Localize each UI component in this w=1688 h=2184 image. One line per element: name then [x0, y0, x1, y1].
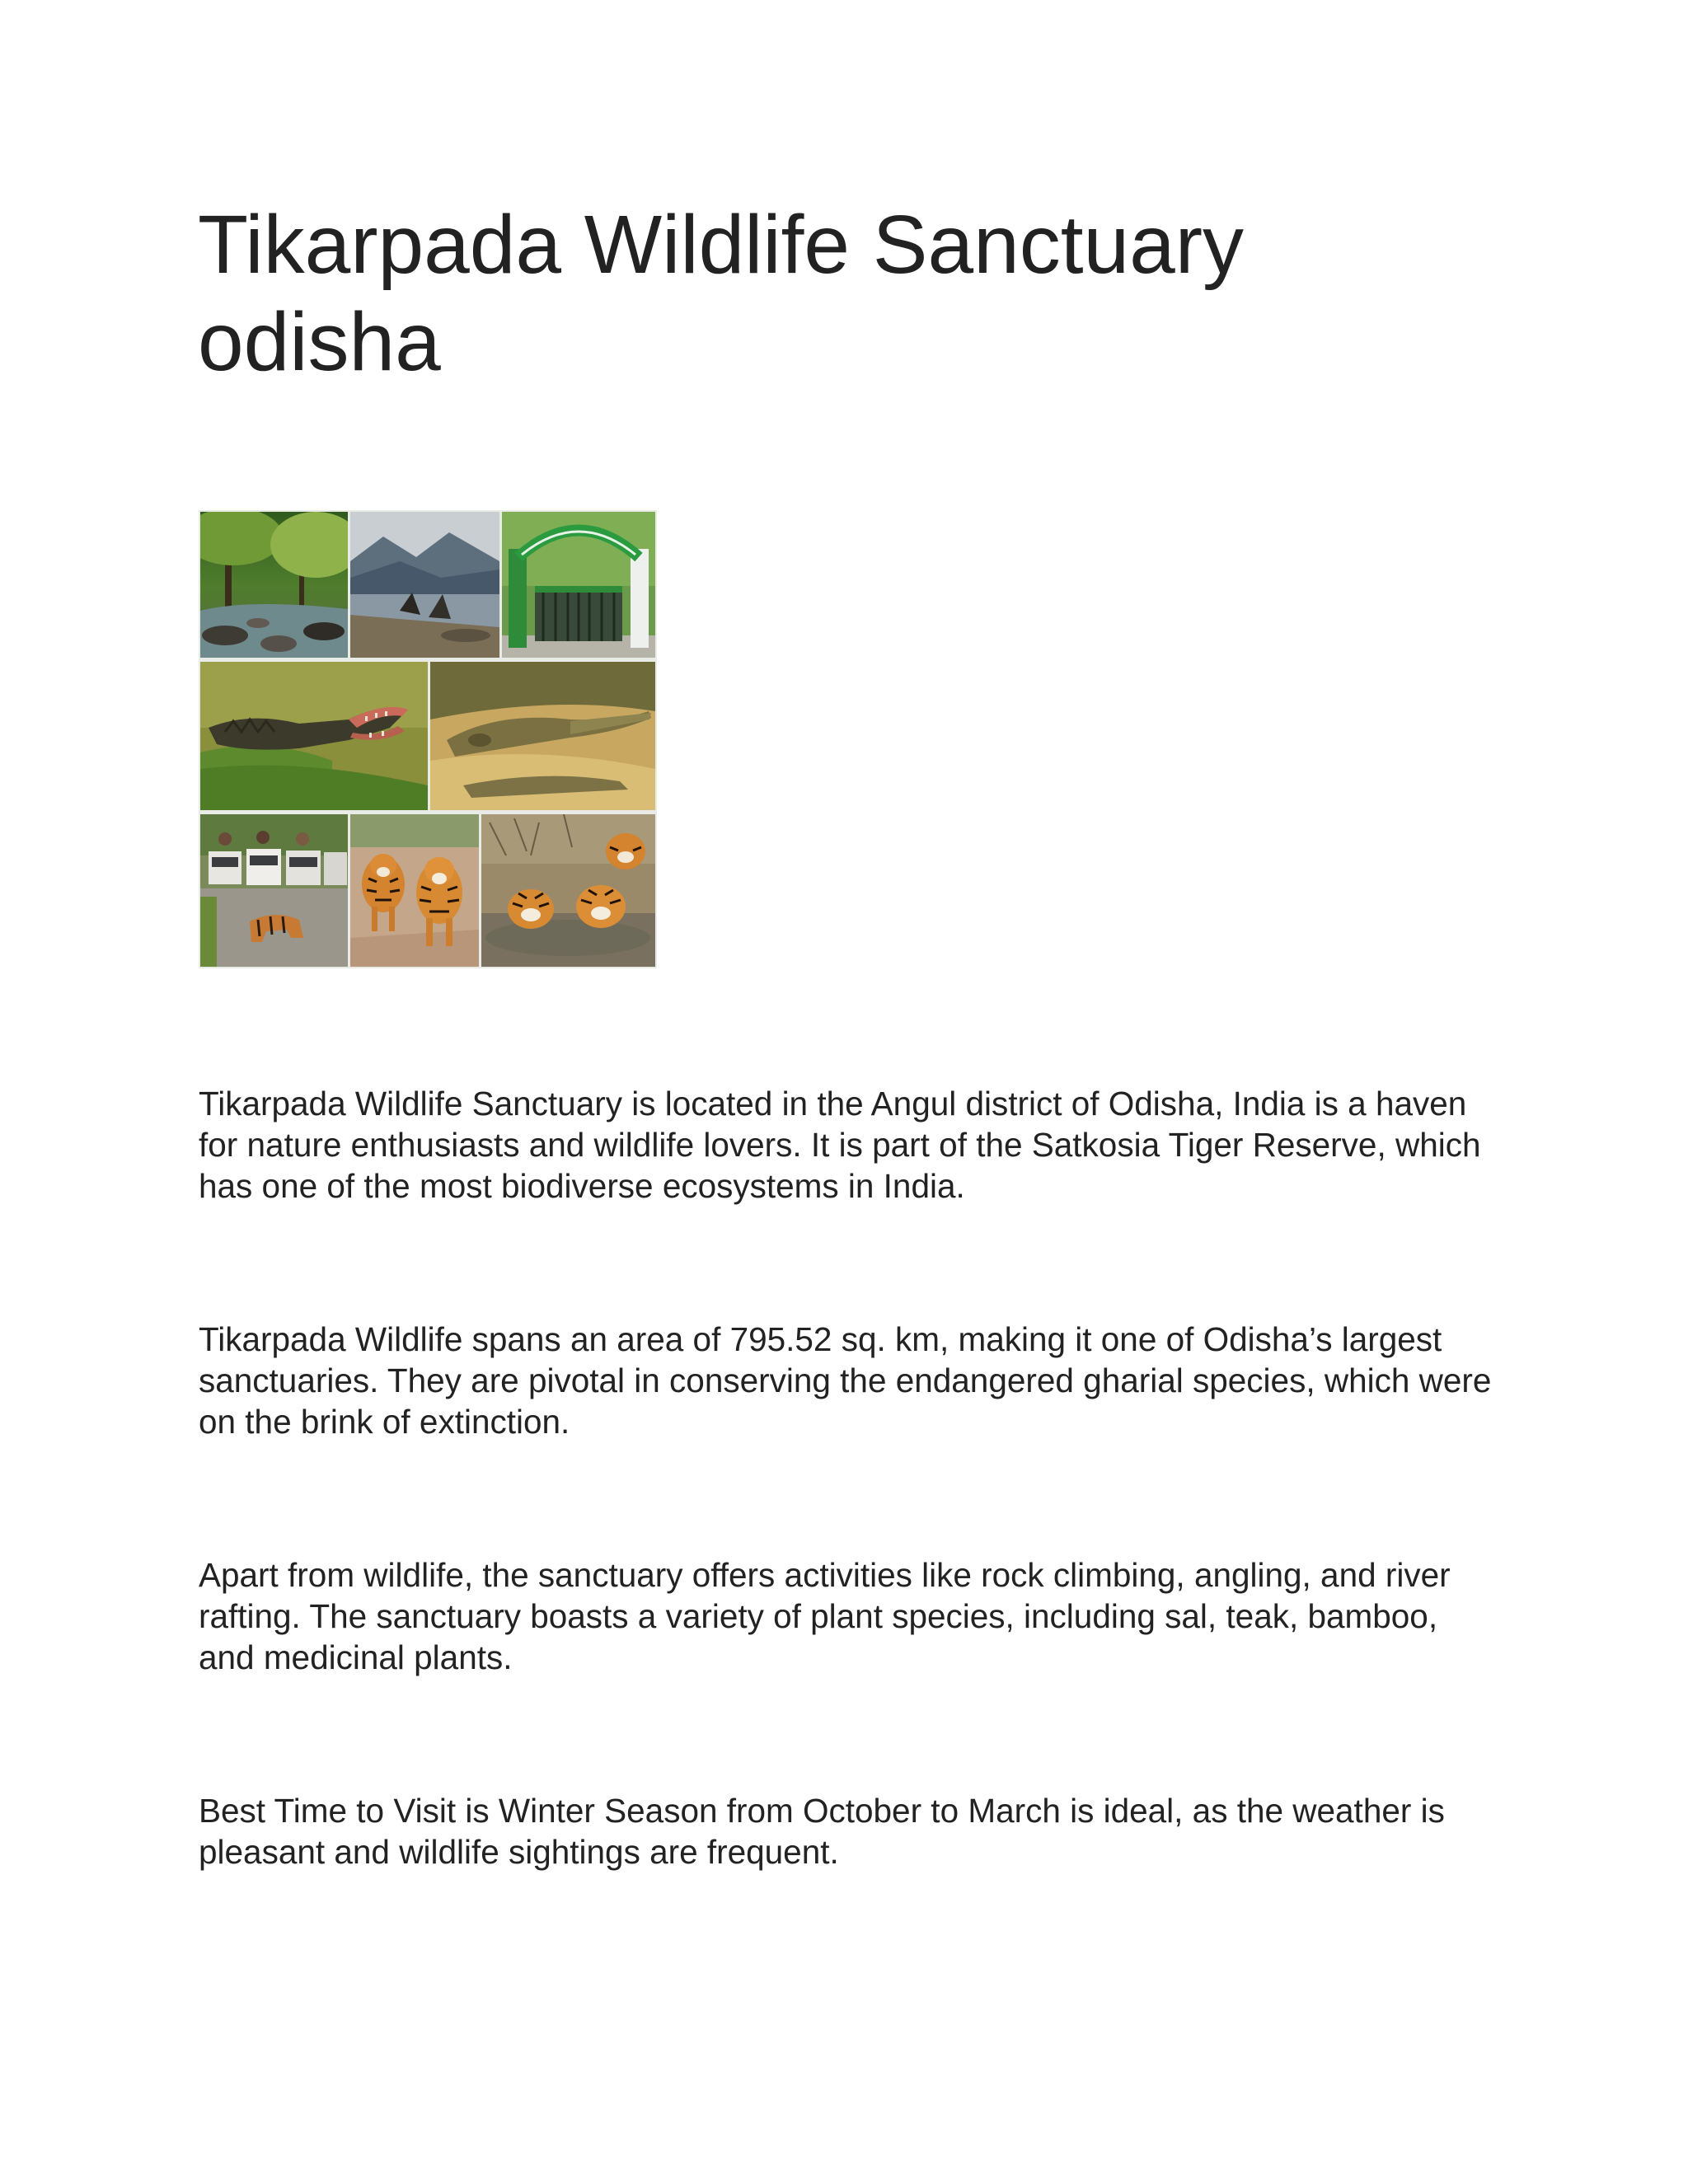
title-line-1: Tikarpada Wildlife Sanctuary — [198, 199, 1245, 291]
tigers-walking-photo — [350, 814, 479, 967]
forest-stream-photo — [200, 512, 348, 658]
title-line-2: odisha — [198, 296, 441, 388]
crocodile-photo — [200, 662, 428, 810]
safari-jeeps-tiger-photo — [200, 814, 348, 967]
photo-collage — [199, 510, 657, 968]
page-title — [198, 196, 1517, 391]
sanctuary-gate-photo — [502, 512, 655, 658]
paragraph-area: Tikarpada Wildlife spans an area of 795.52 sq. km, making it one of Odisha’s largest sanctuaries. They are pivotal in conserving the endangered gharial species, which were on the brink of extinction. — [199, 1320, 1492, 1441]
paragraph-location: Tikarpada Wildlife Sanctuary is located in the Angul district of Odisha, India is a haven for nature enthusiasts and wildlife lovers. It is part of the Satkosia Tiger Reserve, which has one of the most biodiverse ecosystems in India. — [199, 1085, 1481, 1205]
river-mountain-photo — [350, 512, 499, 658]
paragraph-best-time: Best Time to Visit is Winter Season from October to March is ideal, as the weather is pleasant and wildlife sightings are frequent. — [199, 1792, 1445, 1871]
paragraph-activities: Apart from wildlife, the sanctuary offers activities like rock climbing, angling, and river rafting. The sanctuary boasts a variety of plant species, including sal, teak, bamboo, and medicinal plants. — [199, 1556, 1451, 1676]
gharial-photo — [430, 662, 655, 810]
tigers-in-water-photo — [481, 814, 655, 967]
